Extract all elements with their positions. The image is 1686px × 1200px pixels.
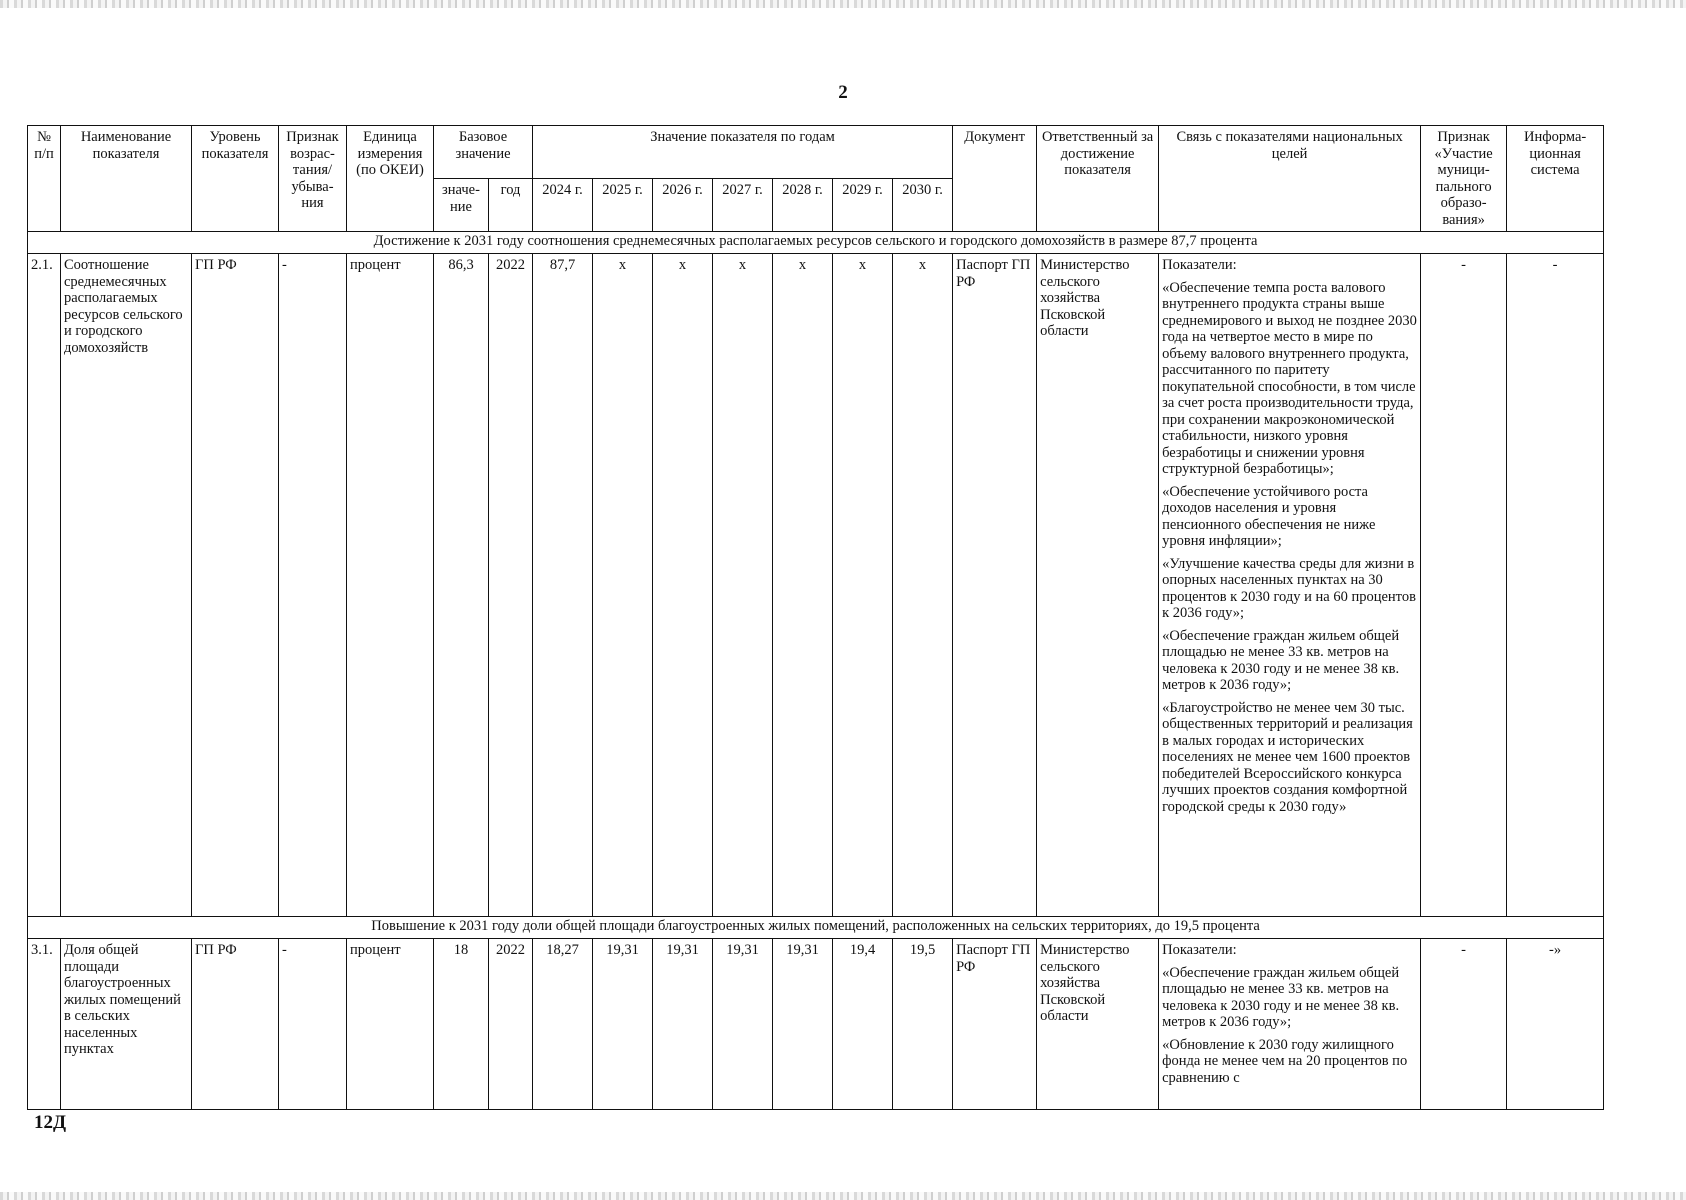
document-code: 12Д — [34, 1112, 67, 1133]
table-row — [28, 254, 1604, 917]
col-header-year: 2026 г. — [653, 179, 713, 232]
col-header-year: 2027 г. — [713, 179, 773, 232]
col-header-level: Уровень показателя — [192, 126, 279, 232]
scan-edge-bottom — [0, 1192, 1686, 1200]
col-header-year: 2030 г. — [893, 179, 953, 232]
cell-year-value: x — [593, 254, 653, 917]
cell-year-value: 19,31 — [713, 939, 773, 1110]
cell-year-value: 19,31 — [593, 939, 653, 1110]
col-header-responsible: Ответственный за достижение показателя — [1037, 126, 1159, 232]
link-intro: Показатели: — [1162, 257, 1237, 273]
scan-edge-top — [0, 0, 1686, 8]
col-header-years-group: Значение показателя по годам — [533, 126, 953, 179]
link-item: «Улучшение качества среды для жизни в опорных населенных пунктах на 30 процентов к 2030 году и на 60 процентов к 2036 году»; — [1162, 555, 1416, 621]
section-title: Достижение к 2031 году соотношения среднемесячных располагаемых ресурсов сельского и городского домохозяйств в размере 87,7 процента — [28, 232, 1604, 254]
link-item: «Обеспечение граждан жильем общей площадью не менее 33 кв. метров на человека к 2030 году и не менее 38 кв. метров к 2036 году»; — [1162, 627, 1400, 693]
link-item: «Обновление к 2030 году жилищного фонда не менее чем на 20 процентов по сравнению с — [1162, 1036, 1408, 1086]
cell-base-value: 18 — [434, 939, 489, 1110]
col-header-num: № п/п — [28, 126, 61, 232]
cell-num: 2.1. — [28, 254, 61, 917]
col-header-year: 2024 г. — [533, 179, 593, 232]
col-header-municipal: Признак «Участие муници-пального образо-вания» — [1421, 126, 1507, 232]
cell-year-value: x — [773, 254, 833, 917]
cell-year-value: 19,5 — [893, 939, 953, 1110]
cell-document: Паспорт ГП РФ — [953, 939, 1037, 1110]
cell-link — [1159, 939, 1421, 1110]
cell-municipal: - — [1421, 939, 1507, 1110]
col-header-info-system: Информа-ционная система — [1507, 126, 1604, 232]
cell-year-value: 18,27 — [533, 939, 593, 1110]
cell-document: Паспорт ГП РФ — [953, 254, 1037, 917]
cell-year-value: x — [833, 254, 893, 917]
cell-year-value: 19,31 — [773, 939, 833, 1110]
cell-sign: - — [279, 939, 347, 1110]
cell-info-system: -» — [1507, 939, 1604, 1110]
col-header-base-year: год — [489, 179, 533, 232]
col-header-unit: Единица измерения (по ОКЕИ) — [347, 126, 434, 232]
cell-year-value: 87,7 — [533, 254, 593, 917]
cell-base-value: 86,3 — [434, 254, 489, 917]
col-header-sign: Признак возрас-тания/ убыва-ния — [279, 126, 347, 232]
cell-year-value: x — [653, 254, 713, 917]
cell-year-value: 19,4 — [833, 939, 893, 1110]
cell-municipal: - — [1421, 254, 1507, 917]
col-header-base-value: значе-ние — [434, 179, 489, 232]
section-title-row — [28, 232, 1604, 254]
cell-link — [1159, 254, 1421, 917]
link-intro: Показатели: — [1162, 942, 1237, 958]
section-title: Повышение к 2031 году доли общей площади благоустроенных жилых помещений, расположенных на сельских территориях, до 19,5 процента — [28, 917, 1604, 939]
col-header-year: 2028 г. — [773, 179, 833, 232]
link-item: «Обеспечение темпа роста валового внутреннего продукта страны выше среднемирового и выход не позднее 2030 года на четвертое место в мире по объему валового внутреннего продукта, рассчитанного по паритету покупательной способности, в том числе за счет роста производительности труда, при сохранении макроэкономической стабильности, низкого уровня безработицы и снижении уровня структурной безработицы»; — [1162, 279, 1417, 477]
cell-year-value: x — [713, 254, 773, 917]
cell-base-year: 2022 — [489, 254, 533, 917]
col-header-year: 2025 г. — [593, 179, 653, 232]
cell-level: ГП РФ — [192, 939, 279, 1110]
table-row — [28, 939, 1604, 1110]
cell-level: ГП РФ — [192, 254, 279, 917]
cell-unit: процент — [347, 254, 434, 917]
section-title-row — [28, 917, 1604, 939]
header-row-1 — [28, 126, 1604, 179]
cell-responsible: Министерство сельского хозяйства Псковской области — [1037, 939, 1159, 1110]
link-item: «Благоустройство не менее чем 30 тыс. общественных территорий и реализация в малых городах и исторических поселениях не менее чем 1600 проектов победителей Всероссийского конкурса лучших проектов создания комфортной городской среды к 2030 году» — [1162, 699, 1413, 815]
link-item: «Обеспечение граждан жильем общей площадью не менее 33 кв. метров на человека к 2030 году и не менее 38 кв. метров к 2036 году»; — [1162, 964, 1400, 1030]
col-header-link: Связь с показателями национальных целей — [1159, 126, 1421, 232]
col-header-name: Наименование показателя — [61, 126, 192, 232]
cell-name: Доля общей площади благоустроенных жилых помещений в сельских населенных пунктах — [61, 939, 192, 1110]
cell-year-value: 19,31 — [653, 939, 713, 1110]
col-header-document: Документ — [953, 126, 1037, 232]
cell-sign: - — [279, 254, 347, 917]
cell-responsible: Министерство сельского хозяйства Псковской области — [1037, 254, 1159, 917]
indicators-table — [27, 125, 1604, 1110]
col-header-year: 2029 г. — [833, 179, 893, 232]
cell-info-system: - — [1507, 254, 1604, 917]
cell-year-value: x — [893, 254, 953, 917]
cell-num: 3.1. — [28, 939, 61, 1110]
col-header-base: Базовое значение — [434, 126, 533, 179]
page-number: 2 — [838, 82, 848, 103]
cell-unit: процент — [347, 939, 434, 1110]
link-item: «Обеспечение устойчивого роста доходов населения и уровня пенсионного обеспечения не ниже уровня инфляции»; — [1162, 483, 1376, 549]
cell-name: Соотношение среднемесячных располагаемых ресурсов сельского и городского домохозяйств — [61, 254, 192, 917]
cell-base-year: 2022 — [489, 939, 533, 1110]
